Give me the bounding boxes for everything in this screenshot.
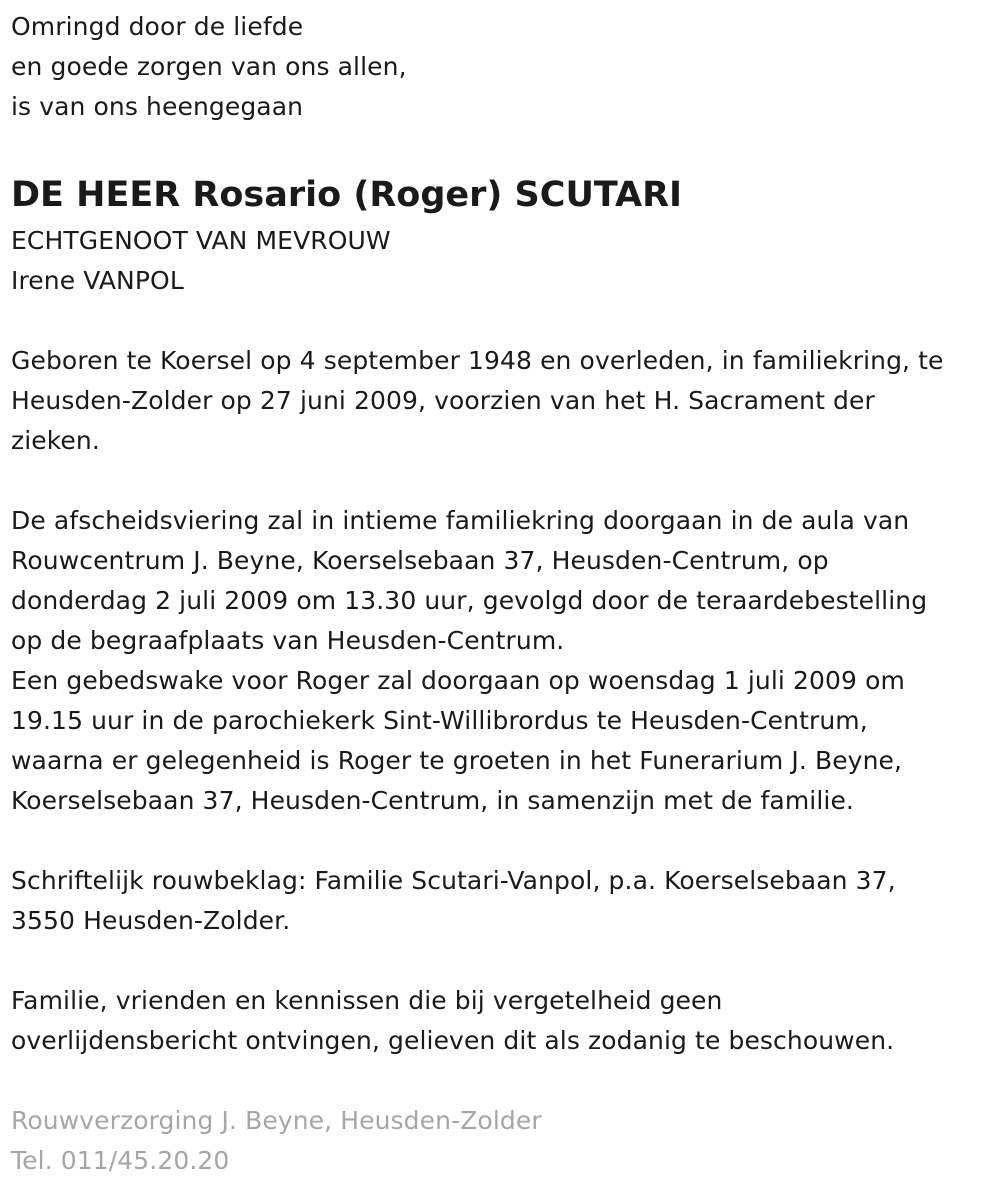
deceased-name: DE HEER Rosario (Roger) SCUTARI bbox=[11, 175, 683, 215]
ceremony-line: 19.15 uur in de parochiekerk Sint-Willibrordus te Heusden-Centrum, bbox=[11, 706, 868, 735]
spouse-line: ECHTGENOOT VAN MEVROUW bbox=[11, 226, 391, 255]
spacer bbox=[11, 1061, 1000, 1101]
funeral-home-block bbox=[11, 1101, 1000, 1181]
ceremony-line: Koerselsebaan 37, Heusden-Centrum, in samenzijn met de familie. bbox=[11, 786, 854, 815]
condolences-block bbox=[11, 861, 1000, 941]
birth-death-line: Heusden-Zolder op 27 juni 2009, voorzien van het H. Sacrament der bbox=[11, 386, 875, 415]
intro-block bbox=[11, 7, 1000, 127]
ceremony-line: donderdag 2 juli 2009 om 13.30 uur, gevolgd door de teraardebestelling bbox=[11, 586, 928, 615]
birth-death-line: zieken. bbox=[11, 426, 100, 455]
condolences-line: Schriftelijk rouwbeklag: Familie Scutari-Vanpol, p.a. Koerselsebaan 37, bbox=[11, 866, 896, 895]
ceremony-line: De afscheidsviering zal in intieme familiekring doorgaan in de aula van bbox=[11, 506, 910, 535]
spacer bbox=[11, 821, 1000, 861]
notice-block bbox=[11, 981, 1000, 1061]
notice-line: overlijdensbericht ontvingen, gelieven dit als zodanig te beschouwen. bbox=[11, 1026, 895, 1055]
funeral-home-name: Rouwverzorging J. Beyne, Heusden-Zolder bbox=[11, 1106, 542, 1135]
spouse-block bbox=[11, 221, 1000, 301]
ceremony-line: op de begraafplaats van Heusden-Centrum. bbox=[11, 626, 565, 655]
ceremony-block bbox=[11, 501, 1000, 821]
intro-line: en goede zorgen van ons allen, bbox=[11, 52, 407, 81]
intro-line: Omringd door de liefde bbox=[11, 12, 304, 41]
ceremony-line: waarna er gelegenheid is Roger te groeten in het Funerarium J. Beyne, bbox=[11, 746, 903, 775]
notice-line: Familie, vrienden en kennissen die bij vergetelheid geen bbox=[11, 986, 723, 1015]
funeral-home-phone: Tel. 011/45.20.20 bbox=[11, 1146, 230, 1175]
spacer bbox=[11, 301, 1000, 341]
spacer bbox=[11, 461, 1000, 501]
spouse-line: Irene VANPOL bbox=[11, 266, 184, 295]
ceremony-line: Rouwcentrum J. Beyne, Koerselsebaan 37, Heusden-Centrum, op bbox=[11, 546, 829, 575]
birth-death-block bbox=[11, 341, 1000, 461]
spacer bbox=[11, 941, 1000, 981]
condolences-line: 3550 Heusden-Zolder. bbox=[11, 906, 291, 935]
birth-death-line: Geboren te Koersel op 4 september 1948 en overleden, in familiekring, te bbox=[11, 346, 944, 375]
ceremony-line: Een gebedswake voor Roger zal doorgaan op woensdag 1 juli 2009 om bbox=[11, 666, 905, 695]
intro-line: is van ons heengegaan bbox=[11, 92, 304, 121]
